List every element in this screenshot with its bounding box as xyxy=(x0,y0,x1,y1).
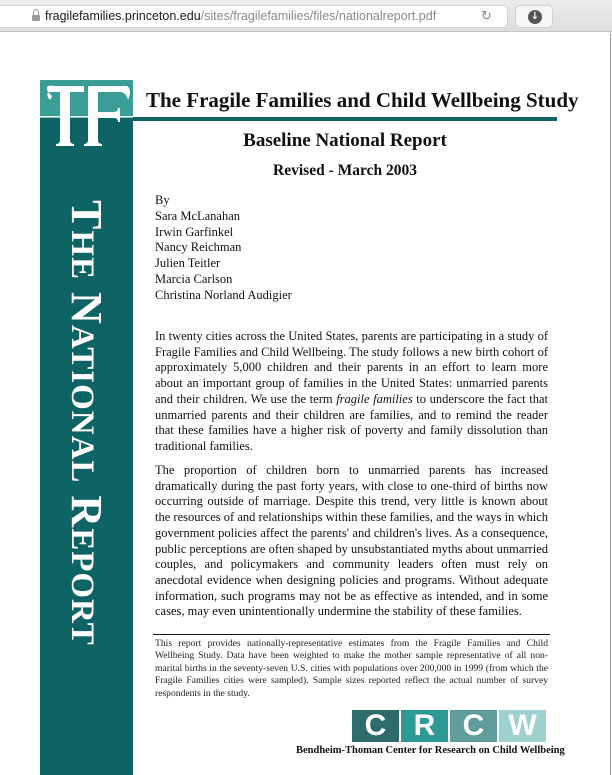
crcw-letter: C xyxy=(450,710,497,742)
emphasis-term: fragile families xyxy=(336,391,413,406)
url-path: /sites/fragilefamilies/files/nationalreport.pdf xyxy=(200,9,437,23)
author: Nancy Reichman xyxy=(155,240,242,255)
author: Irwin Garfinkel xyxy=(155,224,234,239)
footnote: This report provides nationally-representative estimates from the Fragile Families and Child Wellbeing Study. Data have been weighted to make the mother sample representative of all non-marital births in the seventy-seven U.S. cities with populations over 200,000 in 1999 (from which the Fragile Families cities were sampled). Sample sizes reported reflect the actual number of survey respondents in the study. xyxy=(155,638,548,699)
address-bar[interactable] xyxy=(0,5,508,28)
intro-paragraph xyxy=(155,329,548,455)
revision-date: Revised - March 2003 xyxy=(273,162,417,179)
author-list xyxy=(155,193,292,304)
title-rule xyxy=(133,117,557,121)
author: Sara McLanahan xyxy=(155,208,241,223)
lock-icon xyxy=(32,13,40,21)
title-word-rest: EPORT xyxy=(64,528,100,646)
by-label: By xyxy=(155,193,170,207)
footnote-rule xyxy=(153,634,550,635)
reload-icon[interactable]: ↻ xyxy=(481,9,492,24)
second-paragraph: The proportion of children born to unmarried parents has increased dramatically during the past forty years, with close to one-third of births now occurring outside of marriage. Despite this trend, very little is known about the resources of and relationships within these families, and the ways in which government policies affect the parents' and children's lives. As a consequence, public perceptions are often shaped by unsubstantiated myths about unmarried couples, and policymakers and community leaders often must rely on anecdotal evidence when designing policies and programs. Without adequate information, such programs may not be as effective as intended, and in some cases, may even unintentionally undermine the stability of these families. xyxy=(155,463,548,619)
browser-toolbar xyxy=(0,0,612,32)
crcw-letter: W xyxy=(499,710,546,742)
downloads-button[interactable] xyxy=(515,5,553,28)
download-icon: ↓ xyxy=(528,10,542,24)
text-run: In twenty cities across the United States, parents are participating in a study of Fragile Families and Child Wellbeing. The study follows a new birth cohort of approximately 5,000 children and their parents in an effort to learn more about an important group of families in the United States: unmarried parents and their children. We use the term xyxy=(155,329,548,406)
title-letter: T xyxy=(62,200,111,231)
vertical-title xyxy=(56,200,116,760)
crcw-letter: R xyxy=(401,710,448,742)
crcw-letter: C xyxy=(352,710,399,742)
title-letter: R xyxy=(62,495,111,529)
title-word-rest: HE xyxy=(64,230,100,281)
url-host: fragilefamilies.princeton.edu xyxy=(45,9,201,23)
tf-logo-icon xyxy=(40,78,133,150)
text-run: to underscore the fact that unmarried parents and their children are families, and to remind the reader that these families have a higher risk of poverty and family dissolution than traditional families. xyxy=(155,391,548,453)
report-title: Baseline National Report xyxy=(243,130,447,151)
study-title: The Fragile Families and Child Wellbeing Study xyxy=(146,88,579,112)
author: Christina Norland Audigier xyxy=(155,287,292,302)
crcw-logo xyxy=(352,710,546,742)
author: Marcia Carlson xyxy=(155,271,233,286)
url-text[interactable] xyxy=(45,9,436,23)
title-word-rest: ATIONAL xyxy=(64,324,100,484)
author: Julien Teitler xyxy=(155,256,221,271)
title-letter: N xyxy=(62,292,111,325)
center-name: Bendheim-Thoman Center for Research on Child Wellbeing xyxy=(296,745,565,756)
